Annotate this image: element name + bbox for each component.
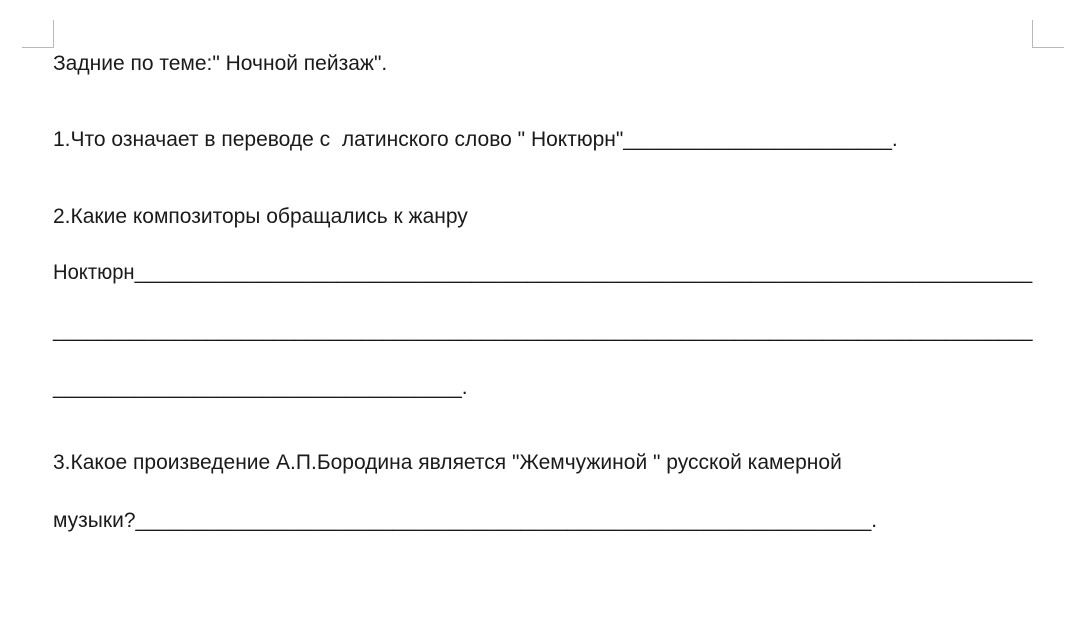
question-2-line-4: ___________________________________.: [53, 376, 468, 399]
question-3-line-2: музыки?_______________________________________________________________.: [53, 509, 878, 532]
question-2-line-1: 2.Какие композиторы обращались к жанру: [53, 205, 468, 228]
question-3-line-1: 3.Какое произведение А.П.Бородина является "Жемчужиной " русской камерной: [53, 451, 842, 474]
document-heading: Задние по теме:" Ночной пейзаж".: [53, 52, 388, 75]
question-2-line-3: _________________________________________________________________________________________: [53, 319, 1033, 342]
question-1: 1.Что означает в переводе с латинского слово " Ноктюрн"_______________________.: [53, 128, 898, 151]
margin-corner-top-left: [22, 20, 54, 48]
margin-corner-top-right: [1032, 20, 1064, 48]
question-2-line-2: Ноктюрн________________________________________________________________________________: [53, 261, 1033, 284]
